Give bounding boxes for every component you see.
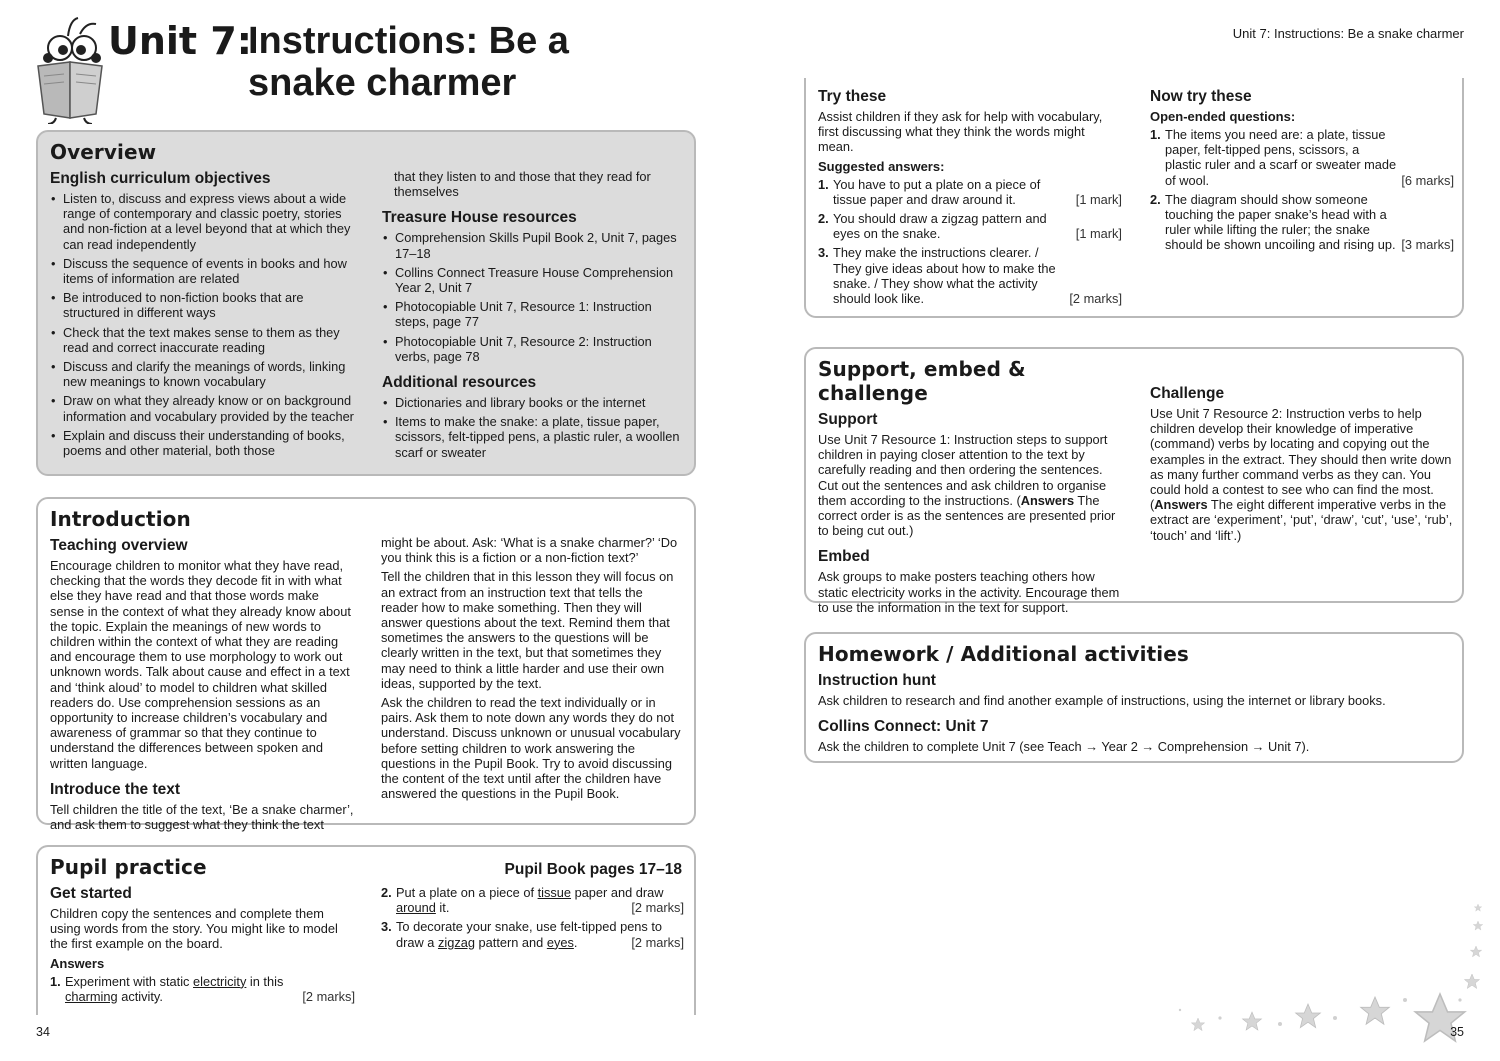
try-these-intro: Assist children if they ask for help with vocabulary, first discussing what they think the words might mean. — [818, 109, 1103, 155]
marks-label: [2 marks] — [1069, 291, 1122, 307]
title-line-1: Instructions: Be a — [248, 20, 569, 62]
overview-heading: Overview — [50, 140, 157, 164]
introduction-paragraph: Ask the children to read the text individually or in pairs. Ask them to note down any words they do not understand. Discuss unknown or unusual vocabulary before setting children to work answering the questions in the Pupil Book. Try to avoid discussing the content of the text until after the children have answered the questions in the Pupil Book. — [381, 695, 681, 802]
page-title-text — [248, 20, 569, 104]
answer-item: 1. Experiment with static electricity in this charming activity. [2 marks] — [50, 973, 355, 1004]
running-header: Unit 7: Instructions: Be a snake charmer — [1232, 26, 1464, 41]
introduction-paragraph: might be about. Ask: ‘What is a snake charmer?’ ‘Do you think this is a fiction or a non-fiction text?’ — [381, 535, 678, 566]
answers-heading: Answers — [50, 955, 105, 971]
page-number-right: 35 — [1450, 1025, 1464, 1039]
suggested-answers-heading: Suggested answers: — [818, 158, 945, 174]
introduction-paragraph: Tell the children that in this lesson they will focus on an extract from an instruction text that tells the reader how to make something. Then they will answer questions about the text. Remind them that sometimes the answers to the questions will be clearly written in the text, but that sometimes they may need to think a little harder and use their own ideas, supported by the text. — [381, 569, 674, 691]
now-try-these-heading: Now try these — [1150, 88, 1252, 105]
additional-list — [382, 395, 682, 460]
try-these-panel — [804, 78, 1464, 318]
introduction-heading: Introduction — [50, 507, 191, 531]
list-item: • Explain and discuss their understanding of books, poems and other material, both those — [63, 428, 355, 458]
homework-panel — [804, 632, 1464, 763]
get-started-heading: Get started — [50, 885, 132, 902]
stars-decoration-icon — [1160, 890, 1490, 1060]
answer-item: 1. You have to put a plate on a piece of tissue paper and draw around it. [1 mark] — [818, 176, 1122, 207]
support-text: Use Unit 7 Resource 1: Instruction steps to support children in paying closer attention to the text by carefully reading and then ordering the sentences. Cut out the sentences and ask children to organise them according to the instructions. (Answers The correct order is as the sentences are presented prior to being cut out.) — [818, 432, 1116, 539]
challenge-text: Use Unit 7 Resource 2: Instruction verbs to help children develop their knowledge of imperative (command) verbs by locating and copying out the examples in the extract. They should then write down as many further command verbs as they can. You could hold a contest to see who can find the most. (Answers The eight different imperative verbs in the extract are ‘experiment’, ‘put’, ‘draw’, ‘cut’, ‘use’, ‘rub’, ‘touch’ and ‘lift’.) — [1150, 406, 1453, 543]
instruction-hunt-heading: Instruction hunt — [818, 672, 936, 689]
treasure-heading: Treasure House resources — [382, 209, 577, 227]
answer-item: 2. You should draw a zigzag pattern and eyes on the snake. [1 mark] — [818, 211, 1122, 242]
list-item: • Discuss the sequence of events in books and how items of information are related — [63, 256, 355, 286]
list-item: • Be introduced to non-fiction books that are structured in different ways — [63, 290, 355, 320]
support-subheading: Support — [818, 411, 878, 428]
try-these-heading: Try these — [818, 88, 887, 105]
answer-item: 3. To decorate your snake, use felt-tipped pens to draw a zigzag pattern and eyes. [2 marks] — [381, 919, 684, 950]
list-item: • Discuss and clarify the meanings of words, linking new meanings to known vocabulary — [63, 359, 355, 389]
list-item: • Listen to, discuss and express views about a wide range of contemporary and classic poetry, stories and non-fiction at a level beyond that at which they can read independently — [63, 191, 355, 252]
overview-panel — [36, 130, 696, 476]
unit-label: Unit 7: — [108, 19, 252, 63]
homework-heading: Homework / Additional activities — [818, 642, 1189, 666]
list-item: • Items to make the snake: a plate, tissue paper, scissors, felt-tipped pens, a plastic ruler, a woollen scarf or sweater — [395, 414, 682, 460]
title-line-2: snake charmer — [248, 62, 517, 104]
marks-label: [2 marks] — [631, 934, 684, 950]
list-item: • Draw on what they already know or on background information and vocabulary provided by the teacher — [63, 393, 355, 423]
objective-continued: that they listen to and those that they read for themselves — [394, 169, 651, 200]
list-item: • Collins Connect Treasure House Comprehension Year 2, Unit 7 — [395, 265, 682, 295]
support-heading: Support, embed & challenge — [818, 357, 1026, 405]
introduction-panel — [36, 497, 696, 833]
embed-text: Ask groups to make posters teaching others how static electricity works in the activity. Encourage them to use the information in the text for support. — [818, 569, 1120, 615]
collins-connect-heading: Collins Connect: Unit 7 — [818, 718, 989, 736]
challenge-heading: Challenge — [1150, 385, 1225, 402]
objectives-heading: English curriculum objectives — [50, 170, 271, 187]
open-ended-heading: Open-ended questions: — [1150, 109, 1296, 124]
list-item: • Comprehension Skills Pupil Book 2, Unit 7, pages 17–18 — [395, 230, 682, 260]
list-item: • Dictionaries and library books or the internet — [395, 395, 682, 410]
marks-label: [2 marks] — [631, 900, 684, 916]
list-item: • Check that the text makes sense to them as they read and correct inaccurate reading — [63, 325, 355, 355]
marks-label: [3 marks] — [1401, 237, 1454, 253]
teaching-overview-text: Encourage children to monitor what they have read, checking that the words they decode fit in with what else they have read and that those words make sense in the context of what they already know about the topic. Explain the meanings of new words to children within the context of what they are reading and encourage them to use morphology to work out unknown words. Talk about cause and effect in a text and ‘think aloud’ to model to children what skilled readers do. Use comprehension sessions as an opportunity to increase children’s vocabulary and awareness of grammar so that they continue to understand the differences between spoken and written language. — [50, 558, 351, 771]
marks-label: [1 mark] — [1075, 191, 1122, 207]
treasure-list — [382, 230, 682, 364]
instruction-hunt-text: Ask children to research and find another example of instructions, using the internet or library books. — [818, 693, 1386, 708]
marks-label: [6 marks] — [1401, 172, 1454, 188]
get-started-text: Children copy the sentences and complete them using words from the story. You might like to model the first example on the board. — [50, 906, 338, 952]
additional-heading: Additional resources — [382, 374, 537, 392]
objectives-list — [50, 191, 355, 458]
marks-label: [1 mark] — [1075, 226, 1122, 242]
page-title — [108, 20, 252, 62]
marks-label: [2 marks] — [302, 988, 355, 1004]
introduce-text-body: Tell children the title of the text, ‘Be a snake charmer’, and ask them to suggest what they think the text — [50, 801, 354, 833]
introduce-text-heading: Introduce the text — [50, 780, 181, 798]
answer-item: 3. They make the instructions clearer. / They give ideas about how to make the snake. / They show what the activity should look like. [2 marks] — [818, 245, 1122, 307]
page-number-left: 34 — [36, 1025, 50, 1039]
support-panel — [804, 347, 1464, 615]
pupil-book-pages: Pupil Book pages 17–18 — [504, 861, 682, 878]
reading-bug-icon — [30, 14, 110, 124]
teaching-overview-heading: Teaching overview — [50, 537, 188, 554]
collins-connect-text: Ask the children to complete Unit 7 (see Teach → Year 2 → Comprehension → Unit 7). — [818, 739, 1310, 755]
list-item: • Photocopiable Unit 7, Resource 1: Instruction steps, page 77 — [395, 299, 682, 329]
answer-item: 1. The items you need are: a plate, tissue paper, felt-tipped pens, scissors, a plastic ruler and a scarf or sweater made of wool. [6 marks] — [1150, 127, 1454, 188]
embed-heading: Embed — [818, 548, 870, 566]
answer-item: 2. The diagram should show someone touching the paper snake’s head with a ruler while lifting the ruler; the snake should be shown uncoiling and rising up. [3 marks] — [1150, 191, 1454, 253]
pupil-practice-heading: Pupil practice — [50, 855, 207, 879]
pupil-practice-panel — [36, 845, 696, 1015]
answer-item: 2. Put a plate on a piece of tissue paper and draw around it. [2 marks] — [381, 885, 684, 916]
list-item: • Photocopiable Unit 7, Resource 2: Instruction verbs, page 78 — [395, 334, 682, 364]
